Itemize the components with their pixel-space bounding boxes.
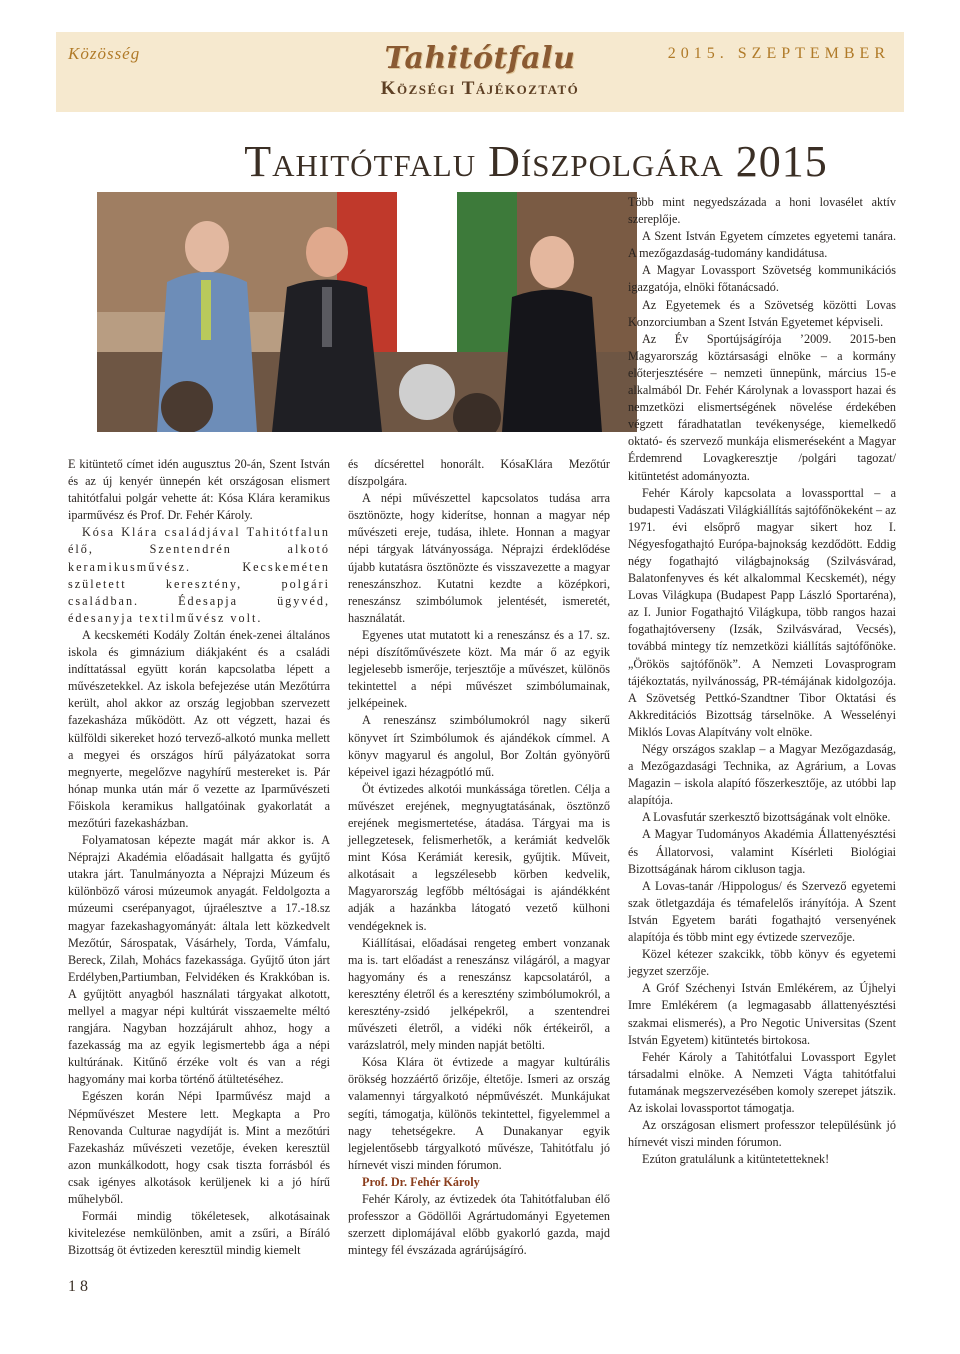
paragraph: Formái mindig tökéletesek, alkotásainak kivitelezése nemkülönben, amit a zsűri, a Bíráló Bizottság öt évtizeden keresztül mindig kiemelt xyxy=(68,1209,330,1258)
issue-date: 2015. SZEPTEMBER xyxy=(667,45,890,62)
paragraph: A Magyar Tudományos Akadémia Állattenyésztési és Állatorvosi, valamint Kísérleti Biológiai Bizottságának három cikluson tagja. xyxy=(628,827,896,876)
page xyxy=(56,32,904,1322)
paragraph: A Szent István Egyetem címzetes egyetemi tanára. A mezőgazdaság-tudomány kandidátusa. xyxy=(628,229,896,261)
paragraph: A Gróf Széchenyi István Emlékérem, az Újhelyi Imre Emlékérem (a legmagasabb állattenyésztési szakmai elismerés), a Pro Negotic Universitas (Szent István Egyetem) kitüntetés birtokosa. xyxy=(628,981,896,1047)
paragraph: Az Év Sportújságírója ’2009. 2015-ben Magyarország köztársasági elnöke – a kormány előterjesztésére – nemzeti ünnepünk, március 15-e alkalmából Dr. Fehér Károlynak a lovassport hazai és nemzetközi elismertségének növelése érdekében végzett fáradhatatlan tevékenysége, kiemelkedő oktató- és szervező munkája elismeréseként a Magyar Érdemrend Lovagkeresztje /polgári tagozat/ kitüntetést adományozta. xyxy=(628,331,896,483)
masthead-subtitle: Községi Tájékoztató xyxy=(380,78,580,99)
paragraph: Kósa Klára családjával Tahitótfalun élő, Szentendrén alkotó keramikusművész. Kecskeméten született keresztény, polgári családban. Édesapja ügyvéd, édesanyja textilművész volt. xyxy=(68,525,330,625)
paragraph: Kósa Klára öt évtizede a magyar kultúrális örökség hozzáértő őrizője, éltetője. Ismeri az ország valamennyi tárgyalkotó népművészét. Munkájukat segíti, támogatja, különös tekintettel, figyelemmel a nagy tehetségekre. A Dunakanyar egyik legjelentősebb tárgyalkotó művésze, Tahitótfalu jó hírnevét viszi minden fórumon. xyxy=(348,1055,610,1172)
paragraph: A kecskeméti Kodály Zoltán ének-zenei általános iskola és gimnázium diákjaként és a családi indíttatással együtt korán kapcsolatba lépett a művészetekkel. Az iskola befejezése után Mezőtúrra került, ahol akkor az ország legjobban szervezett fazekasháza működött. Az ott végzett, hazai és külföldi sikereket hozó tervező-alkotó munka mellett a megyei és országos hírű pályázatokat sorra megnyerte, megelőzve nagyhírű mestereket is. Pár hónap munka után már ő vezette az Iparművészeti Főiskola keramikus hallgatóinak gyakorlatát a mezőtúri fazekasházban. xyxy=(68,627,330,830)
paragraph: Fehér Károly, az évtizedek óta Tahitótfaluban élő professzor a Gödöllői Agrártudományi Egyetemen szerzett diplomájával előbb gyakorló gazda, majd mintegy fél évszázada agrárújságíró. xyxy=(348,1192,610,1258)
paragraph: A reneszánsz szimbólumokról nagy sikerű könyvet írt Szimbólumok és ajándékok címmel. A könyv magyarul és angolul, Bor Zoltán gyönyörű képeivel igazi hézagpótló mű. xyxy=(348,713,610,779)
section-label: Közösség xyxy=(68,44,141,63)
paragraph: Az országosan elismert professzor településünk jó hírnevét viszi minden fórumon. xyxy=(628,1118,896,1150)
header-band xyxy=(56,32,904,112)
paragraph: A Lovas-tanár /Hippologus/ és Szervező egyetemi szak ötletgazdája és témafelelős irányítója. A Szent István Egyetem baráti fogathajtó versenyének alapítója és több mint egy évtizede szervezője. xyxy=(628,878,896,945)
article-column-3 xyxy=(628,194,896,1168)
article-title: Tahitótfalu Díszpolgára 2015 xyxy=(244,137,828,186)
masthead-logo xyxy=(340,40,620,112)
paragraph: Fehér Károly a Tahitótfalui Lovassport Egylet társadalmi elnöke. A Nemzeti Vágta tahitótfalui futamának megszervezésében komoly szerepet játszik. Az iskolai lovassportot támogatja. xyxy=(628,1049,896,1115)
paragraph: Folyamatosan képezte magát már akkor is. A Néprajzi Akadémia előadásait hallgatta és gyűjtő utakra járt. Tanulmányozta a Néprajzi Múzeum és különböző városi múzeumok anyagát. Feldolgozta a múzeumi cserépanyagot, újraélesztve a 17.-18.sz magyar fazekashagyományát: általa lett közkedvelt Mezőtúr, Sárospatak, Vásárhely, Torda, Vámfalu, Bereck, Zilah, Mohács fazekassága. Gyűjtő úton járt Erdélyben,Partiumban, Felvidéken és Krakkóban is. A gyűjtött anyagból használati tárgyakat alkotott, mellyel a magyar népi kultúrát visszaemelte méltó rangjára. Nagyban hozzájárult ahhoz, hogy a fazekasság ma az egyik legismertebb ága a népi kultúrának. Kitűnő érzéke volt és van a régi hagyomány mai korba történő átültetéséhez. xyxy=(68,833,330,1087)
paragraph: Több mint negyedszázada a honi lovasélet aktív szereplője. xyxy=(628,195,896,227)
masthead-title: Tahitótfalu xyxy=(384,41,576,76)
paragraph: Az Egyetemek és a Szövetség közötti Lovas Konzorciumban a Szent István Egyetemet képviseli. xyxy=(628,297,896,329)
paragraph: A Magyar Lovassport Szövetség kommunikációs igazgatója, elnöki főtanácsadó. xyxy=(628,263,896,295)
paragraph: E kitüntető címet idén augusztus 20-án, Szent István és az új kenyér ünnepén két országosan elismert tahitótfalui polgár vehette át: Kósa Klára keramikus iparművész és Prof. Dr. Fehér Károly. xyxy=(68,457,330,523)
paragraph: Öt évtizedes alkotói munkássága töretlen. Célja a művészet erejének, megnyugtatásának, ösztönző erejének megismertetése, átadása. Tárgyai ma is jellegzetesek, felismerhetők, a kerámiát kedvelők mint Kósa Kerámiát keresik, gyűjtik. Műveit, alkotásait a legszélesebb körben kedvelik, Magyarország legfőbb méltóságai is ajándékként adják a hazánkba látogató vezető külhoni vendégeknek is. xyxy=(348,781,610,933)
paragraph: Egyenes utat mutatott ki a reneszánsz és a 17. sz. népi díszítőművészete közt. Ma már ő az egyik legjelesebb ismerője, terjesztője a művészet, különös tekintettel a népi művészet szimbólumainak, jelképeinek. xyxy=(348,627,610,711)
section-heading: Prof. Dr. Fehér Károly xyxy=(362,1174,480,1189)
article-column-2 xyxy=(348,456,610,1259)
paragraph: A népi művészettel kapcsolatos tudása arra ösztönözte, hogy kiderítse, honnan a magyar nép művészeti ereje, tudása, ihlete. Honnan a magyar népi tárgyak látványossága. Néprajzi érdeklődése újabb kutatásra ösztönözte és visszavezette a magyar reneszánszhoz. Kutatni kezdte a középkori, reneszánsz szimbólumok jelentését, ismeretét, használatát. xyxy=(348,491,610,625)
paragraph: Közel kétezer szakcikk, több könyv és egyetemi jegyzet szerzője. xyxy=(628,947,896,979)
paragraph: Egészen korán Népi Iparművész majd a Népművészet Mestere lett. Megkapta a Pro Renovanda Culturae nagydíját is. Mint a mezőtúri Fazekasház művészeti vezetője, éveken keresztül azon munkálkodott, hogy csak tiszta forrásból és csak igényes alkotások kerüljenek ki a jó hírű műhelyből. xyxy=(68,1089,330,1207)
paragraph: Fehér Károly kapcsolata a lovassporttal – a budapesti Vadászati Világkiállítás sajtófőnökeként – az 1971. évi elsőprő magyar sikert hoz I. Négyesfogathajtó Európa-bajnokság kezdődött. Eddig négy fogathajtó világbajnokság (Szilvásvárad, Balatonfenyves és két alkalommal Kecskemét), négy Lovas Világkupa (Budapest Papp László Sportaréna), az I. Junior Fogathajtó Világkupa, több rangos hazai fogathajtóverseny (Izsák, Szilvásvárad, Vecsés), továbbá mintegy tíz nemzetközi kiállítás sajtófőnöke. „Örökös sajtófőnök”. A Nemzeti Lovasprogram tájékoztatás, nyilvánosság, PR-témájának kidolgozója. A Szövetség Pettkó-Szandtner Tibor Oktatási és Akkreditációs Bizottság társelnöke. A Wesselényi Miklós Lovas Alapítvány volt elnöke. xyxy=(628,485,896,739)
paragraph: Négy országos szaklap – a Magyar Mezőgazdaság, a Mezőgazdasági Technika, az Agrárium, a Lovas Magazin – iskola alapító főszerkesztője, az utóbbi lap alapítója. xyxy=(628,742,896,808)
article-column-1 xyxy=(68,456,330,1259)
paragraph: és dícsérettel honorált. KósaKlára Mezőtúr díszpolgára. xyxy=(348,457,610,489)
page-number: 18 xyxy=(68,1278,92,1295)
paragraph: Ezúton gratulálunk a kitüntetetteknek! xyxy=(642,1152,830,1167)
article-photo xyxy=(97,192,637,432)
photo-illustration xyxy=(97,192,637,432)
paragraph: A Lovasfutár szerkesztő bizottságának volt elnöke. xyxy=(642,810,891,825)
paragraph: Kiállításai, előadásai rengeteg embert vonzanak ma is. tart előadást a reneszánsz világáról, a magyar hagyomány és a reneszánsz kapcsolatáról, a keresztény életről és a keresztény szimbólumokról, a keresztény-zsidó jelképekről, a szentendrei művészeti életről, a vidéki nők értékeiről, a varázslatról, mely minden napját betölti. xyxy=(348,935,610,1053)
